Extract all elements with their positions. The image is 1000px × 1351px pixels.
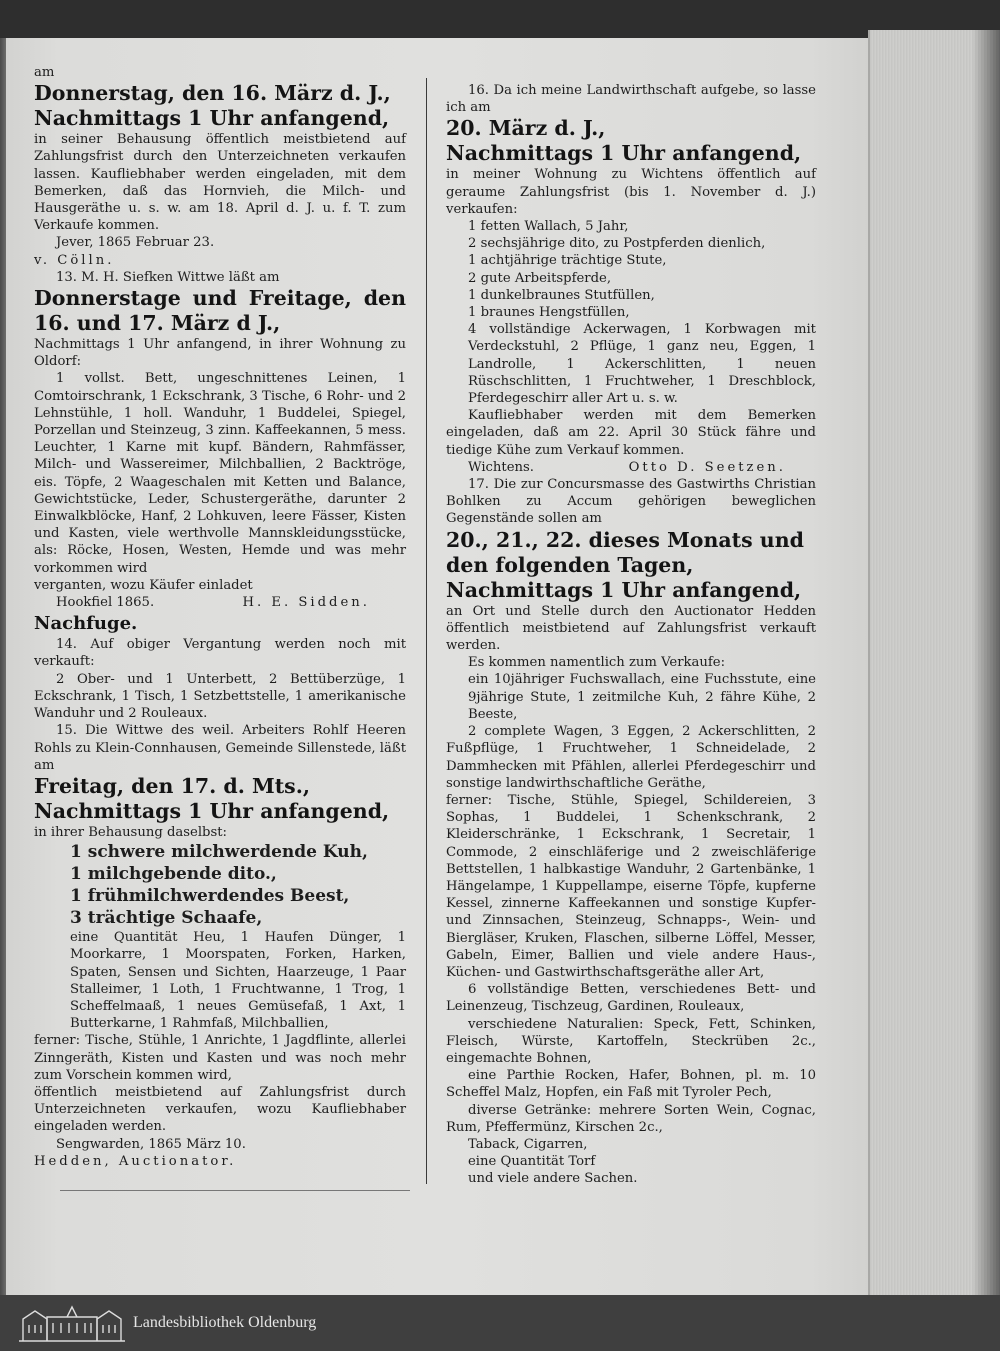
left-column [34,64,406,1170]
list-item: 1 fetten Wallach, 5 Jahr, [468,219,629,235]
notice-intro: 13. M. H. Siefken Wittwe läßt am [56,269,280,285]
item-list: eine Parthie Rocken, Hafer, Bohnen, pl. m. 10 Scheffel Malz, Hopfen, ein Faß mit Tyroler Pech, [446,1068,816,1101]
signature: H. E. Sidden. [242,595,370,611]
item-list: eine Quantität Torf [468,1154,596,1170]
item-list: diverse Getränke: mehrere Sorten Wein, Cognac, Rum, Pfeffermünz, Kirschen 2c., [446,1102,816,1135]
item-list: ferner: Tische, Stühle, 1 Anrichte, 1 Jagdflinte, allerlei Zinngeräth, Kisten und Kasten und was noch mehr zum Vorschein kommen wird, [34,1033,406,1083]
right-column [446,82,816,1188]
paragraph: verganten, wozu Käufer einladet [34,577,253,593]
paragraph: Nachmittags 1 Uhr anfangend, in ihrer Wohnung zu Oldorf: [34,337,406,370]
paragraph: in meiner Wohnung zu Wichtens öffentlich auf geraume Zahlungsfrist (bis 1. November d. J.) verkaufen: [446,167,816,217]
headline-date: Donnerstag, den 16. März d. J., [34,81,391,106]
paragraph: in ihrer Behausung daselbst: [34,824,227,840]
item-list: und viele andere Sachen. [468,1171,638,1187]
headline-time: Nachmittags 1 Uhr anfangend, [34,106,390,131]
list-item: 2 gute Arbeitspferde, [468,270,612,286]
notice-intro: 17. Die zur Concursmasse des Gastwirths Christian Bohlken zu Accum gehörigen beweglichen Gegenstände sollen am [446,477,816,527]
signature-line [446,459,816,476]
paragraph: Es kommen namentlich zum Verkaufe: [468,655,726,671]
library-building-icon [17,1303,127,1343]
item-list: Taback, Cigarren, [468,1136,588,1152]
paragraph: öffentlich meistbietend auf Zahlungsfrist durch Unterzeichneten verkaufen, wozu Kaufliebhaber eingeladen werden. [34,1084,406,1135]
item-list: 2 complete Wagen, 3 Eggen, 2 Ackerschlitten, 2 Fußpflüge, 1 Fruchtweher, 1 Schneidelade, 2 Dammhecken mit Pfählen, allerlei Pferdegeschirr und sonstige landwirthschaftliche Geräthe, [446,724,816,791]
notice-intro: 14. Auf obiger Vergantung werden noch mit verkauft: [34,637,406,670]
item-list: ferner: Tische, Stühle, Spiegel, Schildereien, 3 Sophas, 1 Buddelei, 1 Schenkschrank, 2 Kleiderschränke, 1 Eckschrank, 1 Secretair, 1 Commode, 2 einschläferige und 2 zweischläferige Bettstellen, 1 halbkastige Wanduhr, 2 Gartenbänke, 1 Hängelampe, 1 Kuppellampe, eiserne Töpfe, kupferne Kessel, zinnerne Kaffeekannen und sonstige Kupfer- und Zinnsachen, Steinzeug, Schnapps-, Wein- und Biergläser, Kruken, Flaschen, silberne Löffel, Messer, Gabeln, Eimer, Ballien und viele andere Haus-, Küchen- und Gastwirthschaftsgeräthe aller Art, [446,792,816,980]
library-footer [0,1295,1000,1351]
list-item: 1 achtjährige trächtige Stute, [468,253,667,269]
notice-intro: 16. Da ich meine Landwirthschaft aufgebe, so lasse ich am [446,83,816,116]
paragraph: an Ort und Stelle durch den Auctionator Hedden öffentlich meistbietend auf Zahlungsfrist verkauft werden. [446,603,816,654]
signature: Otto D. Seetzen. [628,459,786,475]
list-item: 1 braunes Hengstfüllen, [468,305,630,321]
text: am [34,65,55,80]
place: Wichtens. [468,459,534,475]
list-item: 1 dunkelbraunes Stutfüllen, [468,287,655,303]
list-item: 2 sechsjährige dito, zu Postpferden dienlich, [468,236,766,252]
item-list: eine Quantität Heu, 1 Haufen Dünger, 1 Moorkarre, 1 Moorspaten, Forken, Harken, Spaten, Sensen und Sichten, Haarzeuge, 1 Paar Stalleimer, 1 Loth, 1 Fruchtwanne, 1 Trog, 1 Scheffelmaaß, 1 neues Gemüsefaß, 1 Axt, 1 Butterkarne, 1 Rahmfaß, Milchballien, [70,930,406,1032]
place-date: Sengwarden, 1865 März 10. [56,1136,246,1152]
notice-intro: 15. Die Wittwe des weil. Arbeiters Rohlf Heeren Rohls zu Klein-Connhausen, Gemeinde Sillenstede, läßt am [34,723,406,773]
list-item: 4 vollständige Ackerwagen, 1 Korbwagen mit Verdeckstuhl, 2 Pflüge, 1 ganz neu, Eggen, 1 Landrolle, 1 Ackerschlitten, 1 neuen Rüschschlitten, 1 Fruchtweher, 1 Dreschblock, Pferdegeschirr aller Art u. s. w. [468,322,816,407]
item-list: 6 vollständige Betten, verschiedenes Bett- und Leinenzeug, Tischzeug, Gardinen, Rouleaux, [446,982,816,1015]
signature-line [34,594,406,611]
headline-date: 20. März d. J., [446,116,606,141]
livestock-line: 1 schwere milchwerdende Kuh, [70,842,368,863]
item-list: 2 Ober- und 1 Unterbett, 2 Bettüberzüge, 1 Eckschrank, 1 Tisch, 1 Setzbettstelle, 1 amerikanische Wanduhr und 2 Rouleaux. [34,671,406,722]
signature: v. Cölln. [34,252,115,268]
headline-time: Nachmittags 1 Uhr anfangend, [446,141,802,166]
paragraph: Kaufliebhaber werden mit dem Bemerken eingeladen, daß am 22. April 30 Stück fähre und tiedige Kühe zum Verkauf kommen. [446,408,816,458]
bottom-rule [60,1190,410,1191]
section-heading: Nachfuge. [34,613,138,635]
column-rule [426,78,427,1184]
livestock-line: 3 trächtige Schaafe, [70,908,263,929]
paragraph: in seiner Behausung öffentlich meistbietend auf Zahlungsfrist durch den Unterzeichneten verkaufen lassen. Kaufliebhaber werden eingeladen, mit dem Bemerken, daß das Hornvieh, die Milch- und Hausgeräthe u. s. w. am 18. April d. J. u. f. T. zum Verkaufe kommen. [34,132,406,234]
item-list: 1 vollst. Bett, ungeschnittenes Leinen, 1 Comtoirschrank, 1 Eckschrank, 3 Tische, 6 Rohr- und 2 Lehnstühle, 1 holl. Wanduhr, 1 Buddelei, Spiegel, Porzellan und Steinzeug, 3 zinn. Kaffeekannen, 5 mess. Leuchter, 1 Karne mit kupf. Bändern, Rahmfässer, Milch- und Wassereimer, Milchballien, 2 Backtröge, eis. Töpfe, 2 Waageschalen mit Ketten und Balance, Gewichtstücke, Leder, Schustergeräthe, darunter 2 Einwalkblöcke, Hanf, 2 Lohkuven, leere Fässer, Kisten und Kasten, viele werthvolle Mannskleidungsstücke, als: Röcke, Hosen, Westen, Hemde und was mehr vorkommen wird [34,371,406,576]
headline-date: 20., 21., 22. dieses Monats und den folgenden Tagen, Nachmittags 1 Uhr anfangend, [446,527,804,602]
livestock-line: 1 milchgebende dito., [70,864,277,885]
library-name[interactable]: Landesbibliothek Oldenburg [133,1314,317,1331]
item-list: ein 10jähriger Fuchswallach, eine Fuchsstute, eine 9jährige Stute, 1 zeitmilche Kuh, 2 fähre Kühe, 2 Beeste, [468,672,816,722]
place-date: Hookfiel 1865. [56,595,155,611]
headline-date: Freitag, den 17. d. Mts., Nachmittags 1 Uhr anfangend, [34,773,390,823]
item-list: verschiedene Naturalien: Speck, Fett, Schinken, Fleisch, Würste, Kartoffeln, Steckrüben 2c., eingemachte Bohnen, [446,1016,816,1066]
livestock-line: 1 frühmilchwerdendes Beest, [70,886,350,907]
signature: Hedden, Auctionator. [34,1153,237,1169]
place-date: Jever, 1865 Februar 23. [56,235,215,251]
page-edges [868,30,1000,1295]
headline-date: Donnerstage und Freitage, den 16. und 17. März d J., [34,286,406,336]
